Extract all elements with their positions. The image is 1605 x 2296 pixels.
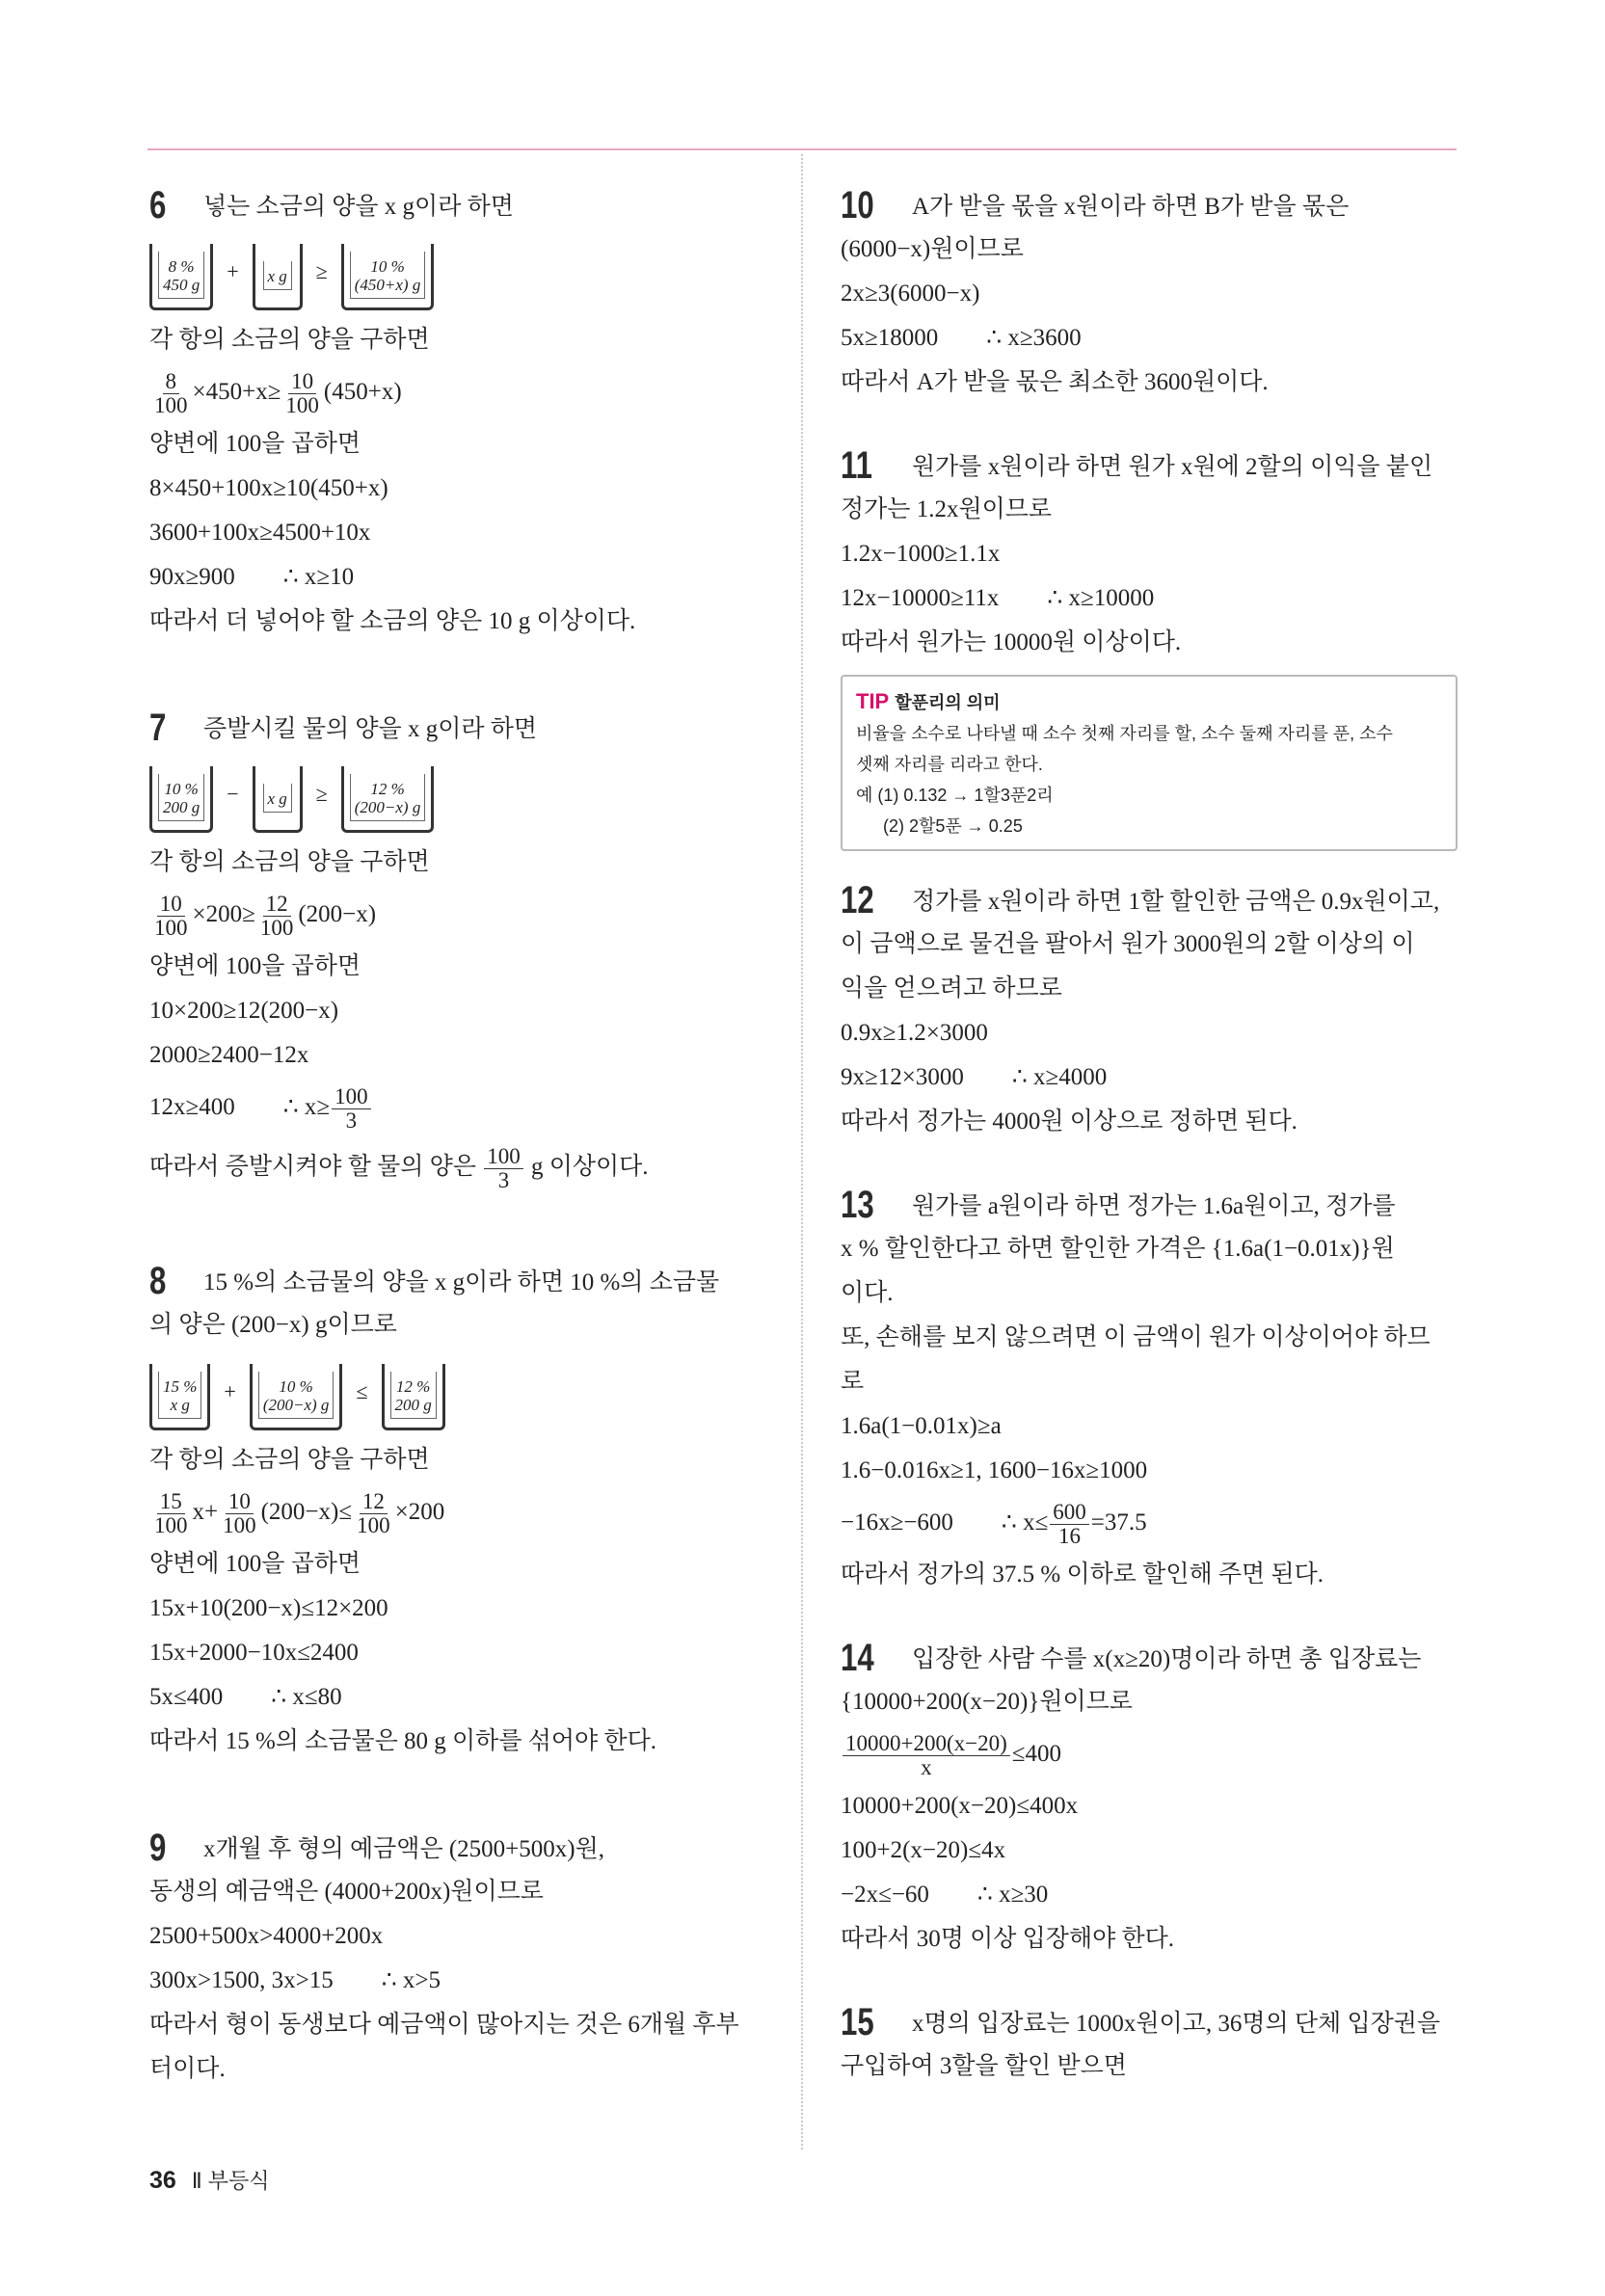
text-line: (6000−x)원이므로 [841, 236, 1024, 262]
fraction: $\frac{8}{100}$ [154, 368, 188, 417]
beaker-label: (450+x) g [354, 276, 421, 294]
equation-line: 12x−10000≥11x ∴ x≥10000 [841, 585, 1155, 611]
problem-number: 11 [841, 444, 872, 487]
tip-heading: 할푼리의 의미 [895, 693, 1001, 712]
text-line: 넣는 소금의 양을 x g이라 하면 [203, 194, 514, 220]
answer-line: 따라서 정가의 37.5 % 이하로 할인해 주면 된다. [841, 1562, 1324, 1588]
equation-text: 12x≥400 ∴ x≥ [149, 1094, 331, 1120]
problem-number: 10 [841, 184, 874, 227]
text-line: 양변에 100을 곱하면 [149, 953, 361, 979]
equation-line: 1.6−0.016x≥1, 1600−16x≥1000 [841, 1457, 1148, 1483]
equation-text: ×200 [394, 1499, 445, 1525]
fraction: $\frac{10}{100}$ [154, 891, 188, 940]
fraction: $\frac{12}{100}$ [259, 891, 294, 940]
problem-10 [841, 183, 1458, 405]
operator: + [224, 1379, 236, 1403]
text-line: 이다. [841, 1280, 894, 1306]
beaker-label: 12 % [370, 780, 405, 798]
equation-line: 8×450+100x≥10(450+x) [149, 475, 388, 501]
beaker [149, 244, 213, 310]
equation-text: ≤400 [1011, 1741, 1061, 1767]
answer-line: 터이다. [149, 2056, 226, 2082]
equation-line [149, 362, 766, 422]
text-line: 이 금액으로 물건을 팔아서 원가 3000원의 2할 이상의 이 [841, 931, 1415, 957]
problem-number: 8 [149, 1260, 167, 1302]
text-line: 각 항의 소금의 양을 구하면 [149, 849, 430, 875]
problem-15 [841, 2000, 1458, 2089]
tip-label: TIP [856, 689, 890, 713]
equation-line: 300x>1500, 3x>15 ∴ x>5 [149, 1967, 441, 1993]
beaker [341, 766, 435, 833]
beaker [250, 1364, 343, 1430]
equation-line: 10×200≥12(200−x) [149, 998, 339, 1024]
top-rule [147, 148, 1457, 150]
beaker-diagram [149, 754, 766, 835]
beaker-label: 200 g [163, 798, 201, 816]
answer-line: 따라서 A가 받을 몫은 최소한 3600원이다. [841, 369, 1269, 395]
equation-text: x+ [192, 1499, 219, 1525]
answer-line: 따라서 30명 이상 입장해야 한다. [841, 1926, 1175, 1952]
beaker-diagram [149, 1351, 766, 1432]
operator: − [227, 782, 239, 806]
beaker-label: 10 % [164, 780, 199, 798]
text-line: 각 항의 소금의 양을 구하면 [149, 1447, 430, 1473]
equation-text: (450+x) [323, 379, 402, 405]
text-line: 양변에 100을 곱하면 [149, 431, 361, 457]
beaker-diagram [149, 231, 766, 312]
equation-line [149, 1078, 766, 1137]
equation-line [841, 1493, 1458, 1553]
fraction: $\frac{100}{3}$ [332, 1085, 371, 1133]
beaker-label: 200 g [394, 1396, 432, 1414]
beaker [253, 766, 303, 833]
equation-line: 15x+10(200−x)≤12×200 [149, 1595, 388, 1621]
text-line: x개월 후 형의 예금액은 (2500+500x)원, [203, 1836, 605, 1862]
beaker-label: 450 g [163, 276, 201, 294]
page-footer [149, 2165, 270, 2195]
answer-line: 따라서 15 %의 소금물은 80 g 이하를 섞어야 한다. [149, 1728, 656, 1754]
equation-text: (200−x)≤ [260, 1499, 353, 1525]
section-label: Ⅱ 부등식 [191, 2169, 270, 2193]
beaker-label: (200−x) g [262, 1396, 330, 1414]
problem-number: 6 [149, 184, 167, 227]
text-line: 정가는 1.2x원이므로 [841, 496, 1053, 522]
fraction: $\frac{10}{100}$ [223, 1488, 256, 1537]
beaker-label: x g [267, 266, 287, 285]
beaker-label: 15 % [163, 1377, 198, 1396]
beaker-label: 10 % [370, 257, 405, 276]
problem-14 [841, 1636, 1458, 1962]
text-line: 동생의 예금액은 (4000+200x)원이므로 [149, 1879, 544, 1905]
beaker [253, 244, 303, 310]
beaker-label: 12 % [395, 1377, 431, 1396]
text-line: 구입하여 3할을 할인 받으면 [841, 2053, 1127, 2079]
text-line: 입장한 사람 수를 x(x≥20)명이라 하면 총 입장료는 [912, 1646, 1422, 1672]
equation-line: 100+2(x−20)≤4x [841, 1837, 1006, 1863]
problem-number: 13 [841, 1184, 874, 1226]
tip-text: 셋째 자리를 리라고 한다. [856, 755, 1043, 774]
left-column [149, 183, 766, 2092]
fraction: $\frac{100}{3}$ [484, 1145, 523, 1192]
text-line: 원가를 a원이라 하면 정가는 1.6a원이고, 정가를 [912, 1193, 1396, 1219]
answer-line: 따라서 정가는 4000원 이상으로 정하면 된다. [841, 1108, 1297, 1135]
text-line: 15 %의 소금물의 양을 x g이라 하면 10 %의 소금물 [203, 1269, 720, 1295]
problem-8 [149, 1259, 766, 1764]
text-line: A가 받을 몫을 x원이라 하면 B가 받을 몫은 [912, 194, 1350, 220]
text-line: 양변에 100을 곱하면 [149, 1551, 361, 1577]
fraction: $\frac{12}{100}$ [357, 1488, 390, 1537]
beaker [149, 766, 213, 833]
text-line: 정가를 x원이라 하면 1할 할인한 금액은 0.9x원이고, [912, 889, 1440, 915]
right-column [841, 183, 1458, 2089]
problem-number: 15 [841, 2001, 874, 2043]
answer-line: 따라서 더 넣어야 할 소금의 양은 10 g 이상이다. [149, 608, 636, 634]
equation-line [149, 885, 766, 945]
text-line: 각 항의 소금의 양을 구하면 [149, 327, 430, 353]
equation-line [841, 1724, 1458, 1784]
beaker-label: x g [170, 1396, 190, 1414]
equation-line: 90x≥900 ∴ x≥10 [149, 564, 355, 590]
equation-line: 10000+200(x−20)≤400x [841, 1793, 1079, 1819]
fraction: $\frac{10}{100}$ [285, 368, 319, 417]
beaker-label: 8 % [168, 257, 195, 276]
text-line: x명의 입장료는 1000x원이고, 36명의 단체 입장권을 [912, 2011, 1441, 2037]
beaker [382, 1364, 445, 1430]
operator: + [227, 259, 239, 283]
equation-text: −16x≥−600 ∴ x≤ [841, 1509, 1049, 1535]
answer-line [149, 1137, 766, 1197]
answer-line: 따라서 원가는 10000원 이상이다. [841, 629, 1182, 655]
beaker-label: x g [267, 788, 287, 808]
operator: ≤ [356, 1379, 368, 1403]
equation-line: −2x≤−60 ∴ x≥30 [841, 1882, 1049, 1908]
equation-line [149, 1482, 766, 1542]
fraction: $\frac{10000+200(x-20)}{x}$ [843, 1732, 1010, 1779]
text-line: 익을 얻으려고 하므로 [841, 975, 1062, 1001]
text-line: 의 양은 (200−x) g이므로 [149, 1312, 397, 1338]
operator: ≥ [315, 259, 328, 283]
tip-example: (2) 2할5푼 → 0.25 [883, 816, 1023, 836]
text-line: 또, 손해를 보지 않으려면 이 금액이 원가 이상이어야 하므 [841, 1324, 1431, 1350]
problem-number: 12 [841, 879, 874, 921]
text-line: 원가를 x원이라 하면 원가 x원에 2할의 이익을 붙인 [912, 454, 1433, 480]
answer-text: 따라서 증발시켜야 할 물의 양은 [149, 1154, 476, 1180]
equation-line: 0.9x≥1.2×3000 [841, 1020, 988, 1046]
page-number: 36 [149, 2167, 176, 2194]
tip-text: 비율을 소수로 나타낼 때 소수 첫째 자리를 할, 소수 둘째 자리를 푼, 소수 [856, 724, 1393, 743]
problem-number: 7 [149, 707, 167, 749]
equation-line: 1.2x−1000≥1.1x [841, 541, 1001, 567]
equation-line: 3600+100x≥4500+10x [149, 520, 371, 546]
beaker [149, 1364, 210, 1430]
beaker-label: (200−x) g [354, 798, 421, 816]
problem-7 [149, 706, 766, 1197]
equation-line: 9x≥12×3000 ∴ x≥4000 [841, 1064, 1108, 1090]
text-line: 로 [841, 1369, 865, 1395]
tip-box [841, 675, 1458, 851]
equation-text: =37.5 [1090, 1509, 1147, 1535]
equation-line: 5x≤400 ∴ x≤80 [149, 1684, 342, 1710]
answer-text: g 이상이다. [530, 1154, 649, 1180]
problem-number: 14 [841, 1637, 874, 1679]
fraction: $\frac{600}{16}$ [1050, 1501, 1089, 1548]
text-line: x % 할인한다고 하면 할인한 가격은 {1.6a(1−0.01x)}원 [841, 1236, 1395, 1262]
text-line: 증발시킬 물의 양을 x g이라 하면 [203, 716, 538, 742]
column-divider [801, 154, 803, 2149]
beaker-label: 10 % [279, 1377, 313, 1396]
problem-6 [149, 183, 766, 644]
equation-line: 15x+2000−10x≤2400 [149, 1640, 359, 1666]
problem-11 [841, 443, 1458, 665]
equation-line: 2000≥2400−12x [149, 1042, 309, 1068]
problem-12 [841, 878, 1458, 1144]
equation-text: ×200≥ [192, 901, 255, 927]
fraction: $\frac{15}{100}$ [154, 1488, 188, 1537]
problem-13 [841, 1183, 1458, 1597]
equation-text: ×450+x≥ [192, 379, 281, 405]
equation-text: (200−x) [298, 901, 377, 927]
tip-example: 예 (1) 0.132 → 1할3푼2리 [856, 786, 1054, 805]
equation-line: 5x≥18000 ∴ x≥3600 [841, 325, 1082, 351]
answer-line: 따라서 형이 동생보다 예금액이 많아지는 것은 6개월 후부 [149, 2012, 739, 2038]
equation-line: 2x≥3(6000−x) [841, 280, 980, 307]
beaker [341, 244, 435, 310]
equation-line: 1.6a(1−0.01x)≥a [841, 1413, 1002, 1439]
problem-9 [149, 1826, 766, 2092]
problem-number: 9 [149, 1827, 167, 1869]
operator: ≥ [315, 782, 328, 806]
text-line: {10000+200(x−20)}원이므로 [841, 1689, 1133, 1715]
equation-line: 2500+500x>4000+200x [149, 1923, 384, 1949]
